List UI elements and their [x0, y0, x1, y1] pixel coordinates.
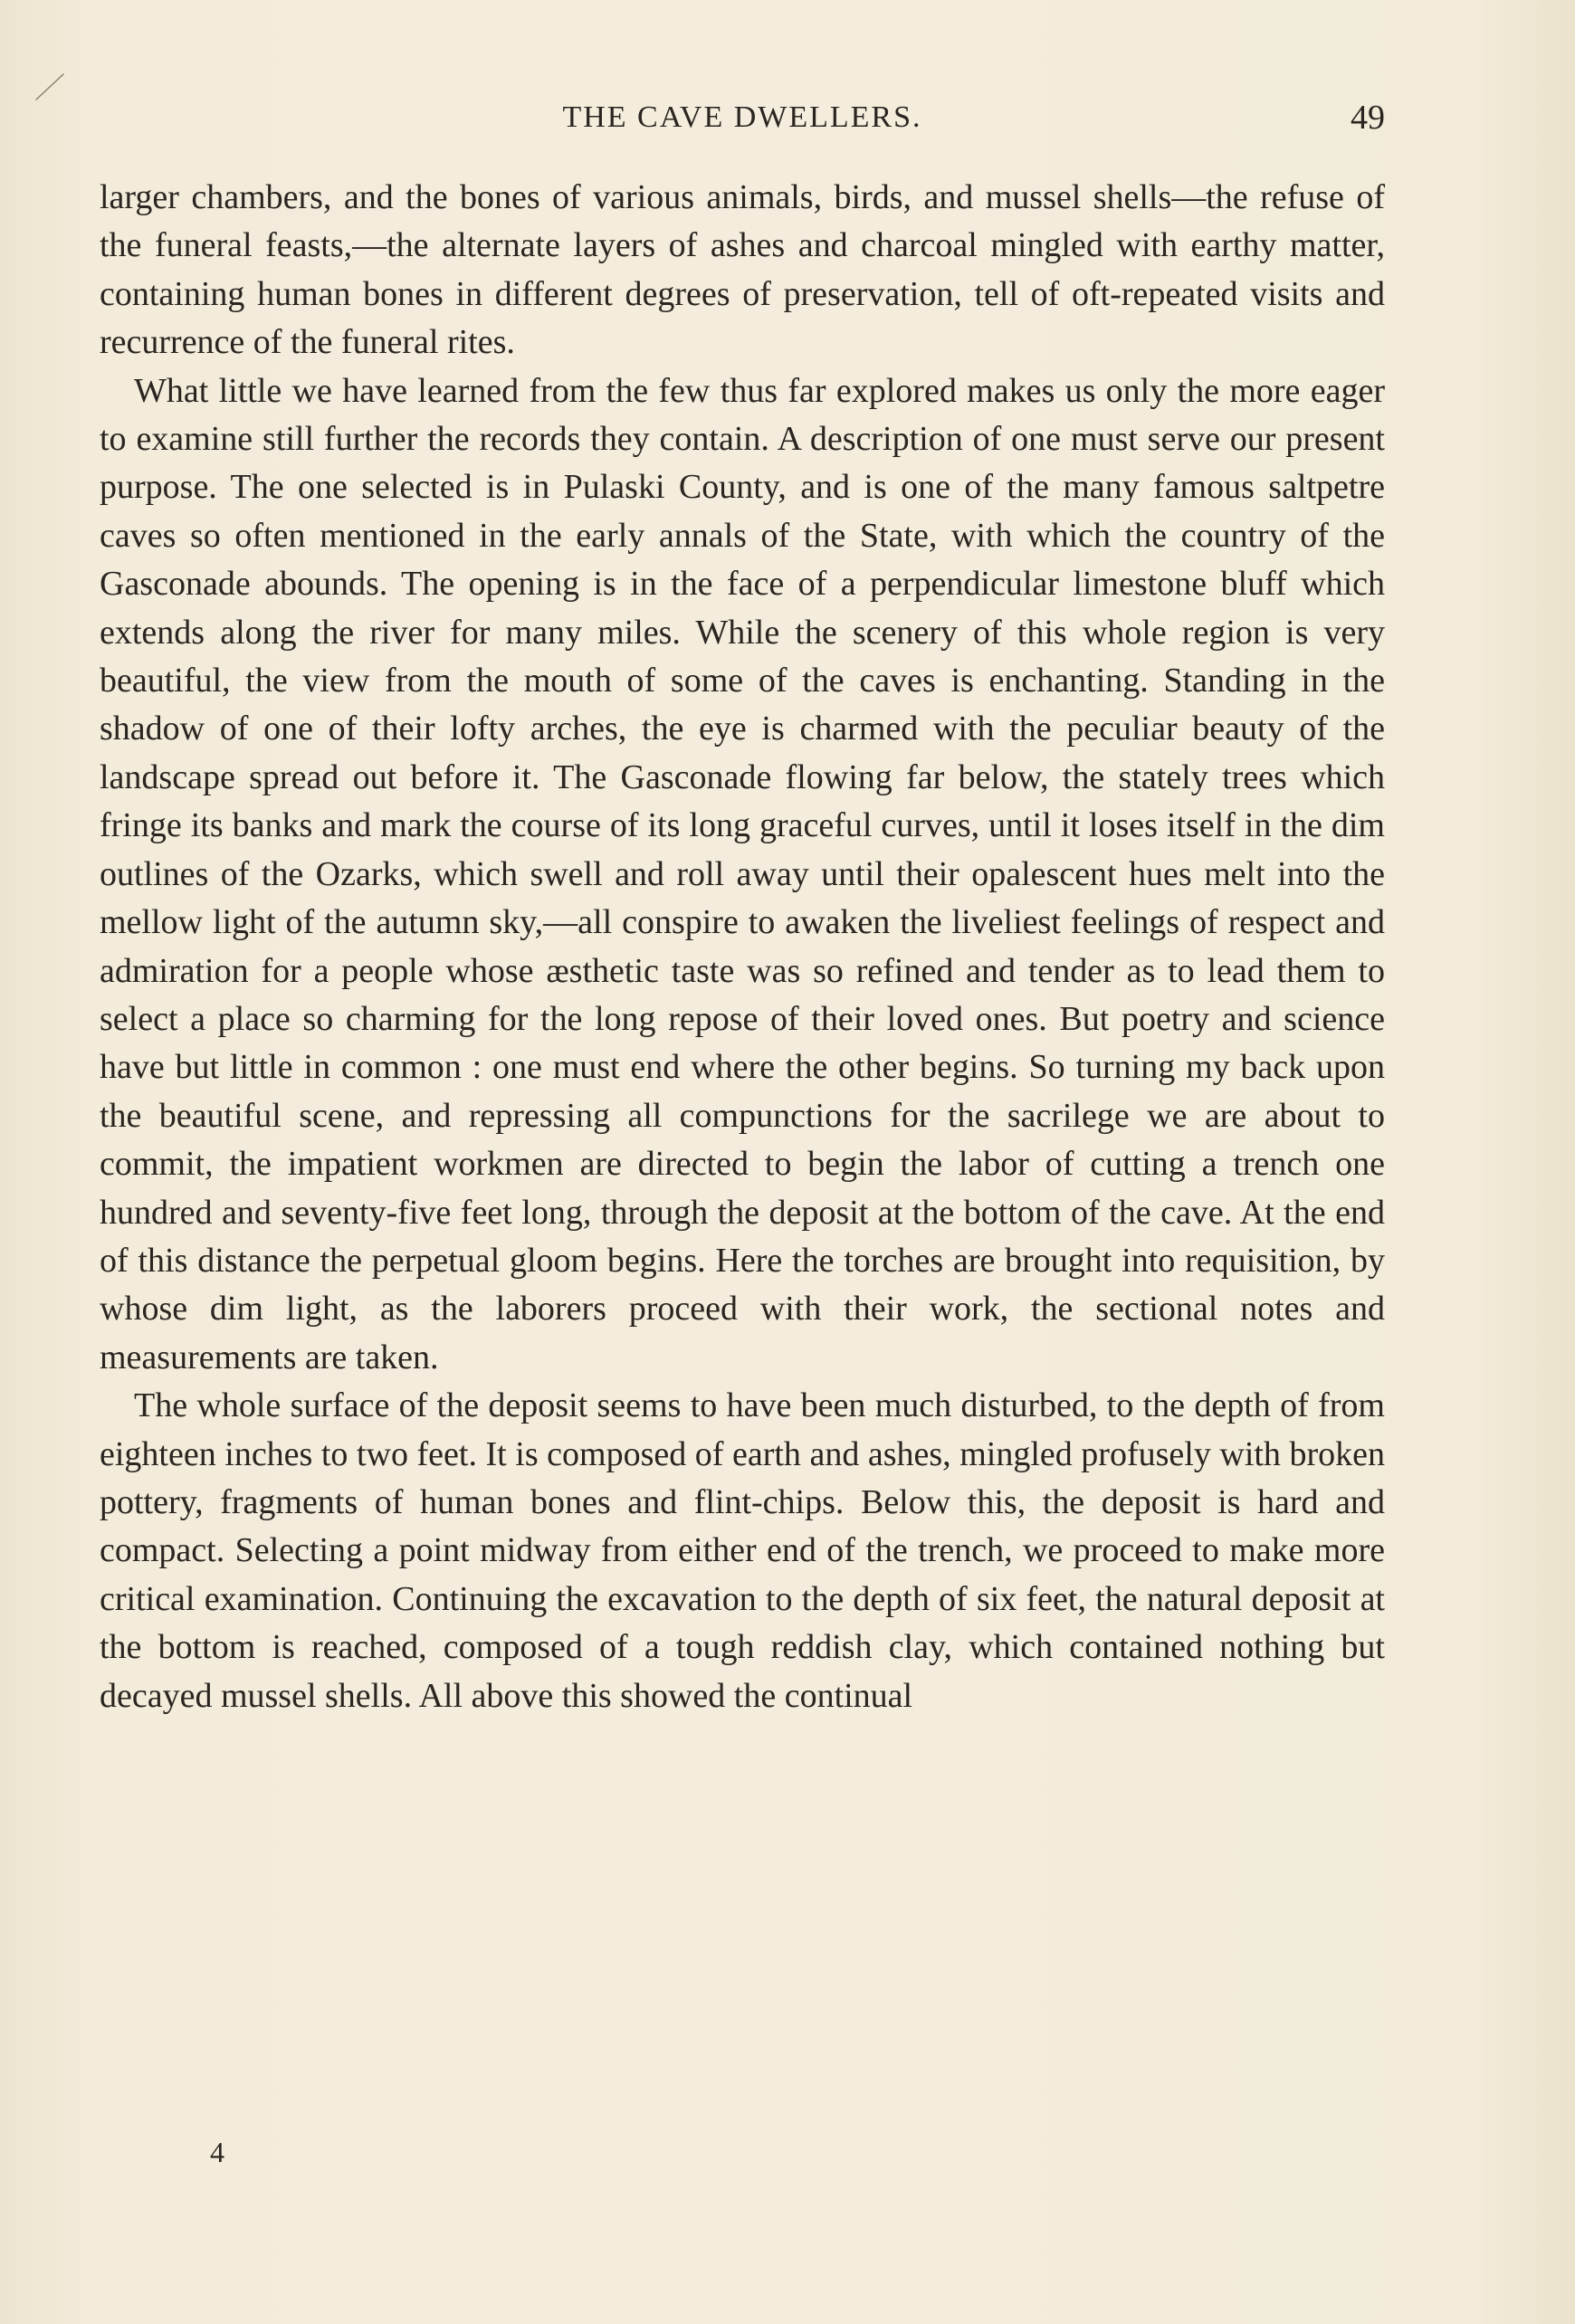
paragraph-3: The whole surface of the deposit seems to have been much disturbed, to the depth of from eighteen inches to two feet. It is composed of earth and ashes, mingled profusely with broken pottery, fragments of human bones and flint-chips. Below this, the deposit is hard and compact. Selecting a point midway from either end of the trench, we proceed to make more critical examination. Continuing the excavation to the depth of six feet, the natural deposit at the bottom is reached, composed of a tough reddish clay, which contained nothing but decayed mussel shells. All above this showed the continual — [100, 1386, 1385, 1715]
pencil-mark — [34, 71, 65, 101]
page-header — [100, 90, 1385, 145]
paragraph-1: larger chambers, and the bones of various animals, birds, and mussel shells—the refuse of the funeral feasts,—the alternate layers of ashes and charcoal mingled with earthy matter, containing human bones in different degrees of preservation, tell of oft-repeated visits and recurrence of the funeral rites. — [100, 178, 1385, 362]
page-number: 49 — [1351, 99, 1385, 137]
paragraph-2: What little we have learned from the few thus far explored makes us only the more eager to examine still further the records they contain. A description of one must serve our present purpose. The one selected is in Pulaski County, and is one of the many famous saltpetre caves so often mentioned in the early annals of the State, with which the country of the Gasconade abounds. The opening is in the face of a perpendicular limestone bluff which extends along the river for many miles. While the scenery of this whole region is very beautiful, the view from the mouth of some of the caves is enchanting. Standing in the shadow of one of their lofty arches, the eye is charmed with the peculiar beauty of the landscape spread out before it. The Gasconade flowing far below, the stately trees which fringe its banks and mark the course of its long graceful curves, until it loses itself in the dim outlines of the Ozarks, which swell and roll away until their opalescent hues melt into the mellow light of the autumn sky,—all conspire to awaken the liveliest feelings of respect and admiration for a people whose æsthetic taste was so refined and tender as to lead them to select a place so charming for the long repose of their loved ones. But poetry and science have but little in common : one must end where the other begins. So turning my back upon the beautiful scene, and repressing all compunctions for the sacrilege we are about to commit, the impatient workmen are directed to begin the labor of cutting a trench one hundred and seventy-five feet long, through the deposit at the bottom of the cave. At the end of this distance the perpetual gloom begins. Here the torches are brought into requisition, by whose dim light, as the laborers proceed with their work, the sectional notes and measurements are taken. — [100, 371, 1385, 1376]
running-head: THE CAVE DWELLERS. — [562, 100, 922, 134]
signature-mark: 4 — [210, 2136, 224, 2168]
body-text — [100, 174, 1385, 1720]
